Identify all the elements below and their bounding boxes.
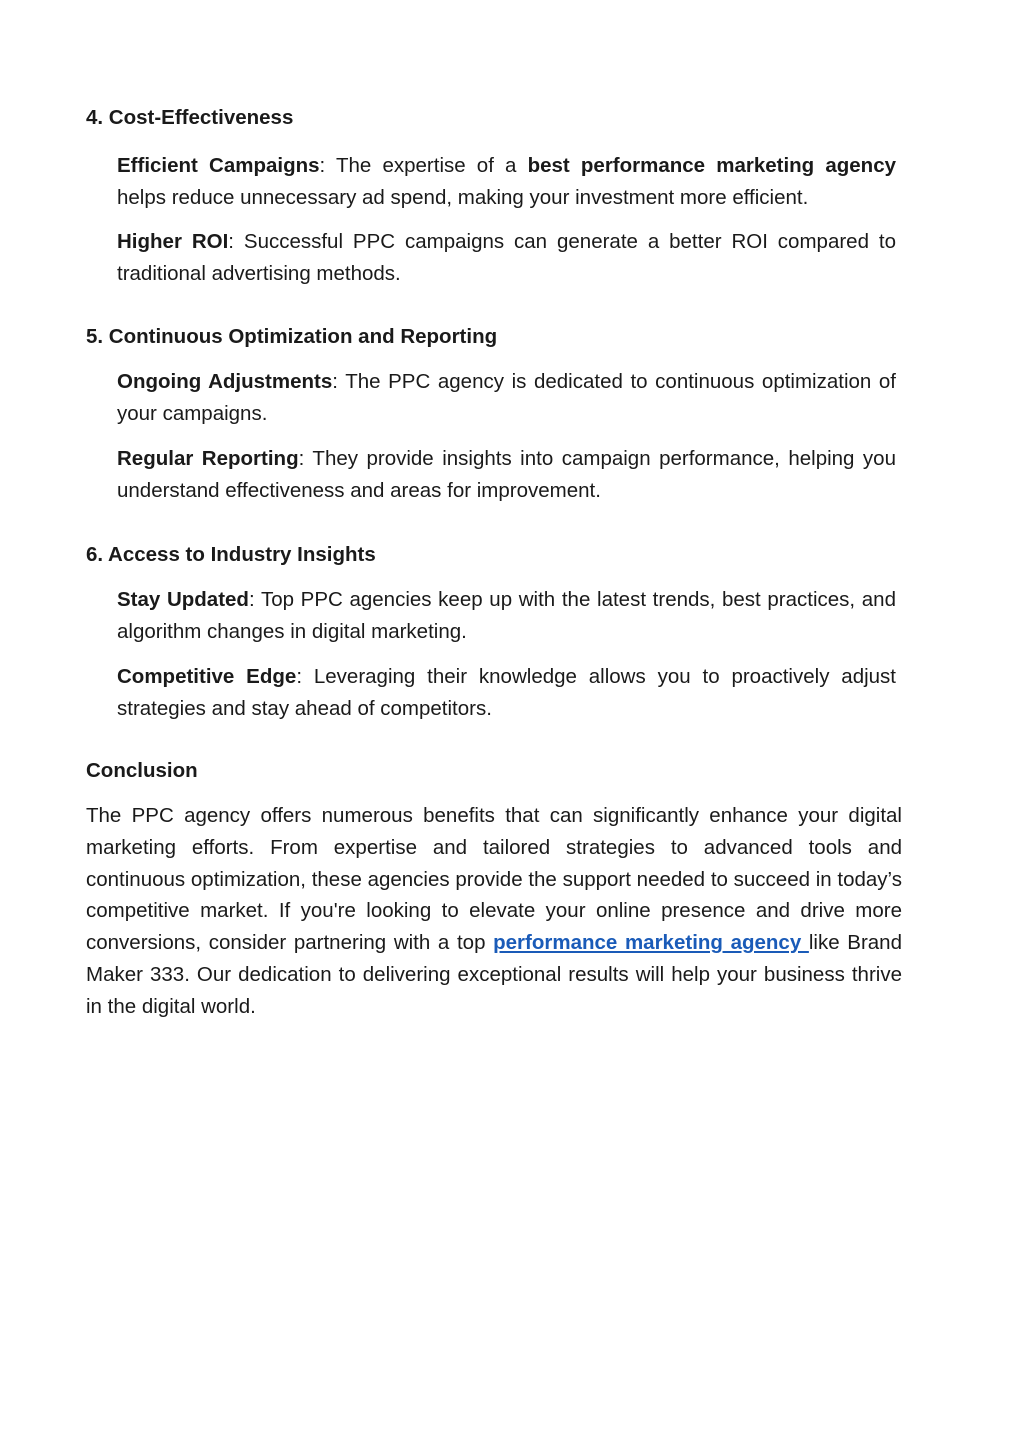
conclusion-paragraph: The PPC agency offers numerous benefits that can significantly enhance your digital marketing efforts. From expertise and tailored strategies to advanced tools and continuous optimization, these agencies provide the support needed to succeed in today’s competitive market. If you're looking to elevate your online presence and drive more conversions, consider partnering with a top performance marketing agency like Brand Maker 333. Our dedication to delivering exceptional results will help your business thrive in the digital world. — [86, 804, 902, 1018]
conclusion-heading: Conclusion — [86, 759, 198, 782]
item-term: Ongoing Adjustments — [117, 370, 333, 393]
item-efficient-campaigns: Efficient Campaigns: The expertise of a best performance marketing agency helps reduce unnecessary ad spend, making your investment more efficient. — [117, 154, 896, 209]
item-competitive-edge: Competitive Edge: Leveraging their knowledge allows you to proactively adjust strategies and stay ahead of competitors. — [117, 665, 896, 720]
item-term: Efficient Campaigns — [117, 154, 320, 177]
section-heading-industry-insights: 6. Access to Industry Insights — [86, 543, 376, 566]
item-term: Stay Updated — [117, 588, 249, 611]
performance-marketing-agency-link[interactable]: performance marketing agency — [493, 931, 809, 955]
item-ongoing-adjustments: Ongoing Adjustments: The PPC agency is dedicated to continuous optimization of your campaigns. — [117, 370, 897, 425]
section-heading-cost-effectiveness: 4. Cost-Effectiveness — [86, 106, 294, 129]
item-stay-updated: Stay Updated: Top PPC agencies keep up with the latest trends, best practices, and algorithm changes in digital marketing. — [117, 588, 896, 643]
item-regular-reporting: Regular Reporting: They provide insights into campaign performance, helping you understand effectiveness and areas for improvement. — [117, 447, 896, 502]
item-term: Higher ROI — [117, 230, 229, 253]
section-heading-optimization-reporting: 5. Continuous Optimization and Reporting — [86, 325, 498, 348]
item-emphasis: best performance marketing agency — [527, 154, 896, 177]
item-term: Competitive Edge — [117, 665, 297, 688]
item-term: Regular Reporting — [117, 447, 299, 470]
item-higher-roi: Higher ROI: Successful PPC campaigns can generate a better ROI compared to traditional advertising methods. — [117, 230, 896, 285]
